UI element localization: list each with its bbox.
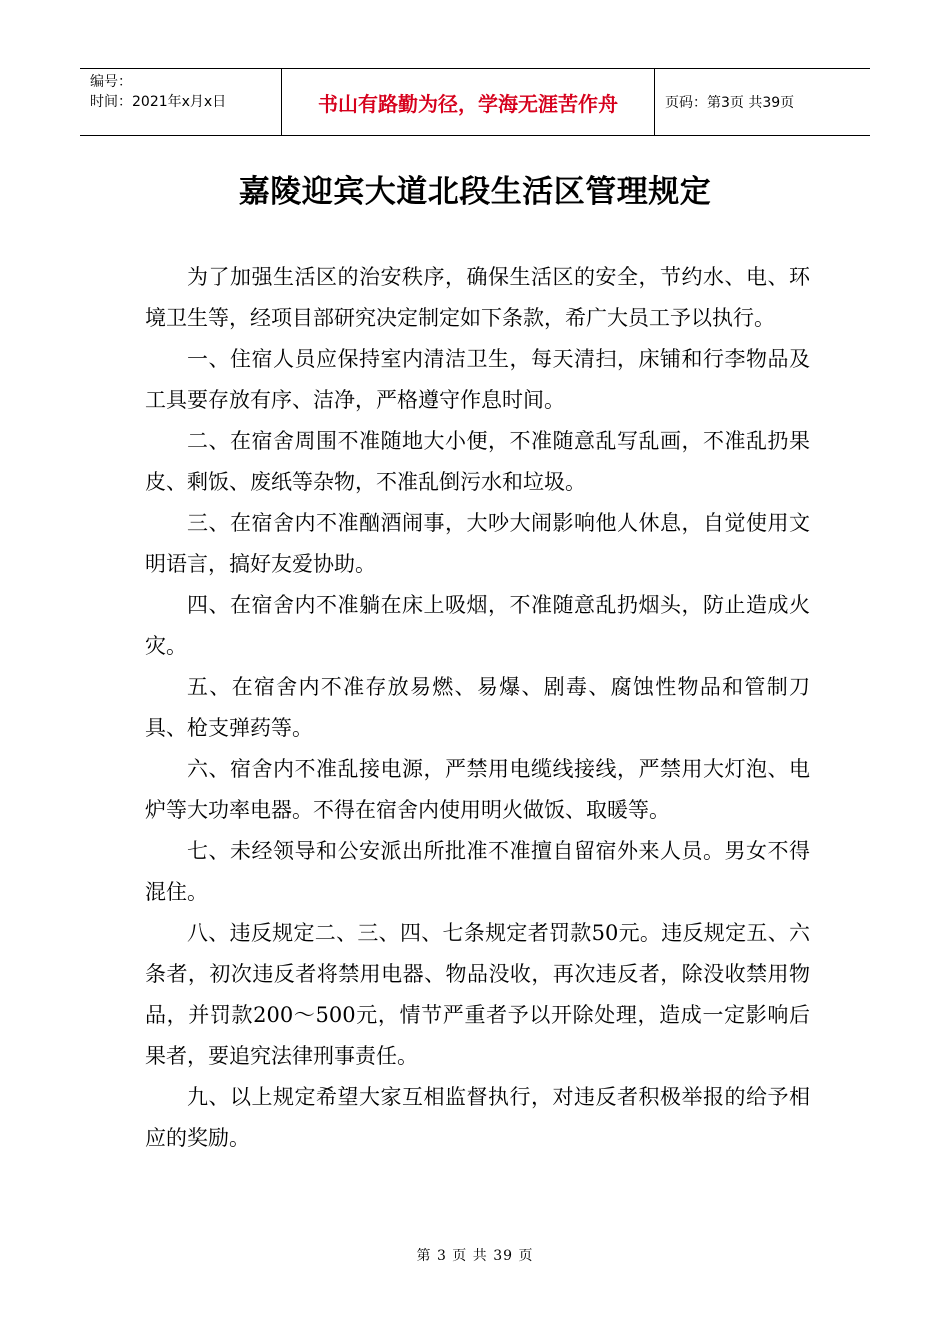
paragraph-rule-9: 九、以上规定希望大家互相监督执行，对违反者积极举报的给予相应的奖励。 [145,1085,810,1150]
paragraph-rule-4: 四、在宿舍内不准躺在床上吸烟，不准随意乱扔烟头，防止造成火灾。 [145,593,810,658]
paragraph-intro: 为了加强生活区的治安秩序，确保生活区的安全，节约水、电、环境卫生等，经项目部研究决定制定如下条款，希广大员工予以执行。 [145,265,810,330]
paragraph-rule-1: 一、住宿人员应保持室内清洁卫生，每天清扫，床铺和行李物品及工具要存放有序、洁净，严格遵守作息时间。 [145,347,810,412]
page-info: 页码：第3页 共39页 [665,95,795,111]
paragraph-rule-3: 三、在宿舍内不准酗酒闹事，大吵大闹影响他人休息，自觉使用文明语言，搞好友爱协助。 [145,511,810,576]
document-body [145,257,810,1159]
page-header [80,68,870,136]
serial-number-label: 编号： [90,74,132,90]
document-title: 嘉陵迎宾大道北段生活区管理规定 [238,174,712,210]
paragraph-rule-2: 二、在宿舍周围不准随地大小便，不准随意乱写乱画，不准乱扔果皮、剩饭、废纸等杂物，不准乱倒污水和垃圾。 [145,429,810,494]
header-meta-cell [80,69,282,135]
paragraph-rule-6: 六、宿舍内不准乱接电源，严禁用电缆线接线，严禁用大灯泡、电炉等大功率电器。不得在宿舍内使用明火做饭、取暖等。 [145,757,810,822]
header-page-cell [655,69,870,135]
motto-text: 书山有路勤为径，学海无涯苦作舟 [318,91,618,116]
page-footer: 第 3 页 共 39 页 [416,1248,534,1264]
header-motto-cell [282,69,655,135]
date-label: 时间：2021年x月x日 [90,94,227,110]
paragraph-rule-7: 七、未经领导和公安派出所批准不准擅自留宿外来人员。男女不得混住。 [145,839,810,904]
paragraph-rule-8: 八、违反规定二、三、四、七条规定者罚款50元。违反规定五、六条者，初次违反者将禁用电器、物品没收，再次违反者，除没收禁用物品，并罚款200～500元，情节严重者予以开除处理，造成一定影响后果者，要追究法律刑事责任。 [145,921,810,1068]
paragraph-rule-5: 五、在宿舍内不准存放易燃、易爆、剧毒、腐蚀性物品和管制刀具、枪支弹药等。 [145,675,810,740]
